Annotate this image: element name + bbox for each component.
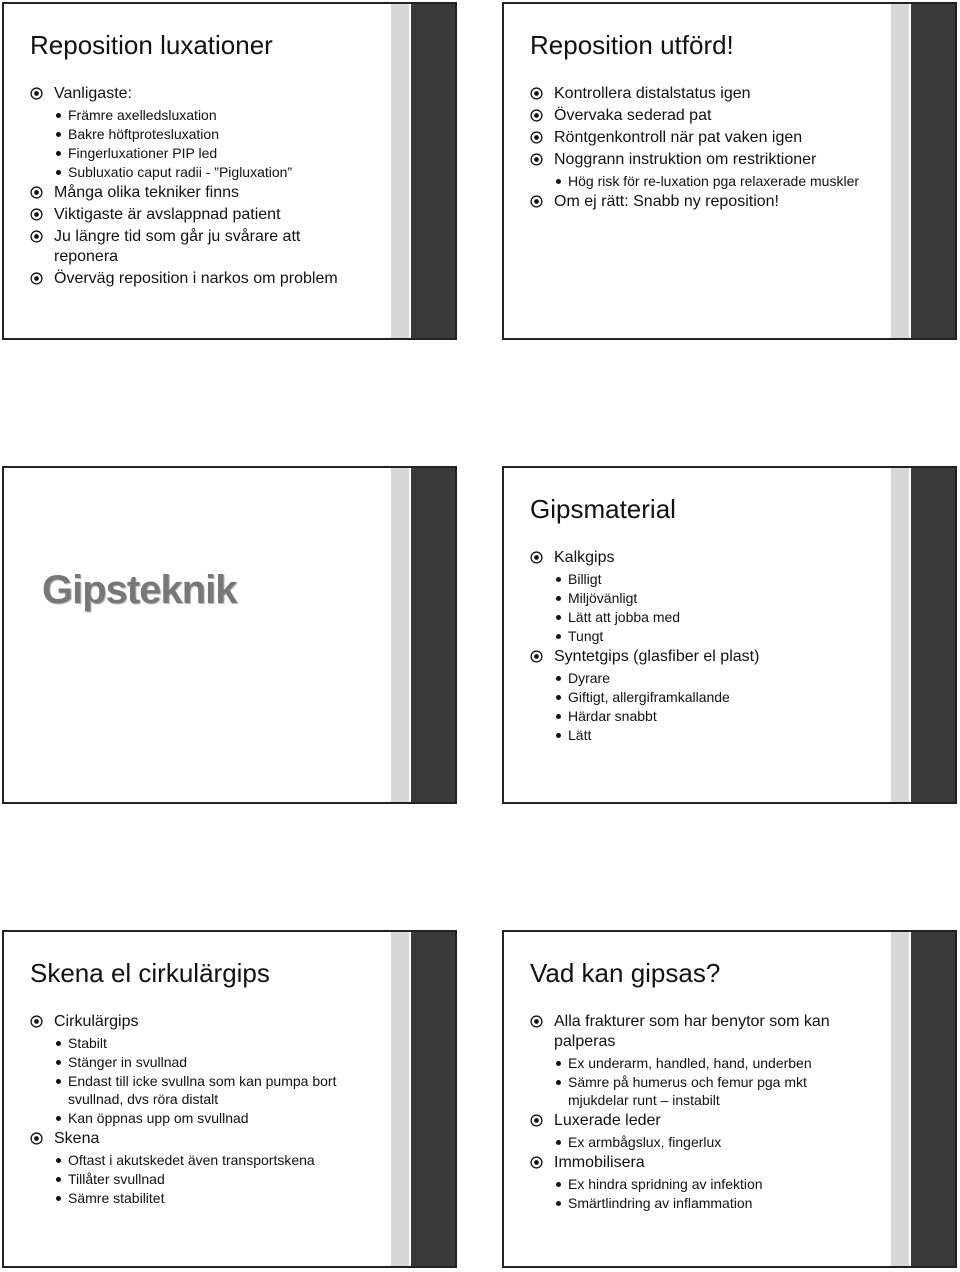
slide-content (30, 1010, 365, 1208)
sub-bullet-item (530, 608, 865, 626)
bullet-text: Många olika tekniker finns (54, 184, 239, 201)
dot-bullet-icon (556, 577, 561, 582)
bullet-item (530, 192, 865, 212)
sub-bullet-text: Miljövänligt (568, 590, 638, 606)
sub-bullet-item (530, 570, 865, 588)
slide-reposition-luxationer (2, 2, 457, 340)
dot-bullet-icon (56, 132, 61, 137)
dot-bullet-icon (56, 1196, 61, 1201)
dot-bullet-icon (556, 1061, 561, 1066)
sub-bullet-item (530, 172, 865, 190)
sub-bullet-item (30, 163, 365, 181)
dot-bullet-icon (556, 714, 561, 719)
sub-bullet-item (530, 707, 865, 725)
sub-bullet-text: Dyrare (568, 670, 611, 686)
sub-bullet-item (530, 688, 865, 706)
dot-bullet-icon (556, 1201, 561, 1206)
slide-content (530, 546, 865, 745)
slide-decoration (385, 468, 455, 802)
sub-bullet-text: Stänger in svullnad (68, 1054, 188, 1070)
dot-bullet-icon (556, 1140, 561, 1145)
bullet-item (30, 269, 365, 289)
target-bullet-icon (30, 272, 43, 285)
target-bullet-icon (30, 230, 43, 243)
sub-bullet-item (30, 1072, 365, 1108)
slide-title: Gipsmaterial (530, 494, 676, 524)
sub-bullet-text: Lätt (568, 727, 592, 743)
bullet-text: Cirkulärgips (54, 1013, 139, 1030)
sub-bullet-item (30, 1053, 365, 1071)
bullet-item (530, 647, 865, 667)
bullet-item (530, 106, 865, 126)
target-bullet-icon (530, 650, 543, 663)
sub-bullet-text: Oftast i akutskedet även transportskena (68, 1152, 315, 1168)
dot-bullet-icon (56, 1060, 61, 1065)
bullet-item (30, 1129, 365, 1149)
target-bullet-icon (530, 551, 543, 564)
bullet-item (30, 84, 365, 104)
bullet-text: Viktigaste är avslappnad patient (54, 206, 281, 223)
target-bullet-icon (530, 1015, 543, 1028)
sub-bullet-text: Hög risk för re-luxation pga relaxerade muskler (568, 173, 860, 189)
sub-bullet-item (30, 1151, 365, 1169)
slide-title: Skena el cirkulärgips (30, 958, 270, 988)
sub-bullet-text: Lätt att jobba med (568, 609, 681, 625)
bullet-text: Noggrann instruktion om restriktioner (554, 151, 817, 168)
slide-vad-kan-gipsas (502, 930, 957, 1268)
bullet-text: Kalkgips (554, 549, 615, 566)
bullet-text: Röntgenkontroll när pat vaken igen (554, 129, 803, 146)
sub-bullet-item (30, 144, 365, 162)
slide-title: Reposition luxationer (30, 30, 273, 60)
sub-bullet-text: Ex armbågslux, fingerlux (568, 1134, 722, 1150)
sub-bullet-item (530, 1054, 865, 1072)
dot-bullet-icon (556, 1080, 561, 1085)
sub-bullet-text: Kan öppnas upp om svullnad (68, 1110, 249, 1126)
sub-bullet-item (30, 1189, 365, 1207)
dot-bullet-icon (56, 113, 61, 118)
dot-bullet-icon (556, 676, 561, 681)
slide-decoration (885, 4, 955, 338)
bullet-item (530, 150, 865, 170)
slide-title: Reposition utförd! (530, 30, 734, 60)
slide-gipsmaterial (502, 466, 957, 804)
sub-bullet-text: Subluxatio caput radii - ”Pigluxation” (68, 164, 293, 180)
slide-decoration (885, 468, 955, 802)
sub-bullet-item (30, 1170, 365, 1188)
target-bullet-icon (530, 109, 543, 122)
sub-bullet-text: Stabilt (68, 1035, 107, 1051)
sub-bullet-item (530, 726, 865, 744)
bullet-item (530, 1111, 865, 1131)
sub-bullet-item (30, 1034, 365, 1052)
bullet-text: Vanligaste: (54, 85, 132, 102)
bullet-item (530, 1012, 865, 1052)
dot-bullet-icon (556, 733, 561, 738)
bullet-text: Om ej rätt: Snabb ny reposition! (554, 193, 779, 210)
dot-bullet-icon (56, 1177, 61, 1182)
bullet-text: Kontrollera distalstatus igen (554, 85, 751, 102)
section-title: Gipsteknik (42, 568, 237, 612)
bullet-text: Överväg reposition i narkos om problem (54, 270, 338, 287)
dot-bullet-icon (56, 1041, 61, 1046)
bullet-text: Ju längre tid som går ju svårare att reponera (54, 228, 301, 265)
bullet-item (30, 205, 365, 225)
bullet-item (530, 128, 865, 148)
sub-bullet-text: Ex hindra spridning av infektion (568, 1176, 763, 1192)
dot-bullet-icon (556, 615, 561, 620)
slide-title: Vad kan gipsas? (530, 958, 721, 988)
sub-bullet-text: Smärtlindring av inflammation (568, 1195, 753, 1211)
sub-bullet-item (30, 106, 365, 124)
sub-bullet-text: Bakre höftprotesluxation (68, 126, 219, 142)
target-bullet-icon (530, 195, 543, 208)
sub-bullet-text: Tungt (568, 628, 604, 644)
sub-bullet-text: Sämre stabilitet (68, 1190, 165, 1206)
slide-content (530, 1010, 865, 1213)
sub-bullet-item (30, 1109, 365, 1127)
bullet-item (30, 1012, 365, 1032)
dot-bullet-icon (556, 179, 561, 184)
target-bullet-icon (530, 1156, 543, 1169)
sub-bullet-item (30, 125, 365, 143)
bullet-item (530, 548, 865, 568)
target-bullet-icon (530, 87, 543, 100)
slide-skena-cirkulargips (2, 930, 457, 1268)
sub-bullet-text: Fingerluxationer PIP led (68, 145, 218, 161)
sub-bullet-item (530, 1175, 865, 1193)
dot-bullet-icon (556, 596, 561, 601)
sub-bullet-item (530, 589, 865, 607)
dot-bullet-icon (56, 151, 61, 156)
dot-bullet-icon (56, 1116, 61, 1121)
target-bullet-icon (30, 1132, 43, 1145)
sub-bullet-text: Ex underarm, handled, hand, underben (568, 1055, 812, 1071)
bullet-text: Syntetgips (glasfiber el plast) (554, 648, 760, 665)
sub-bullet-text: Främre axelledsluxation (68, 107, 217, 123)
sub-bullet-item (530, 1073, 865, 1109)
dot-bullet-icon (56, 170, 61, 175)
bullet-item (530, 84, 865, 104)
bullet-item (30, 183, 365, 203)
sub-bullet-item (530, 627, 865, 645)
sub-bullet-text: Härdar snabbt (568, 708, 657, 724)
target-bullet-icon (30, 186, 43, 199)
bullet-item (530, 1153, 865, 1173)
bullet-text: Immobilisera (554, 1154, 645, 1171)
sub-bullet-text: Sämre på humerus och femur pga mkt mjukdelar runt – instabilt (568, 1074, 807, 1108)
dot-bullet-icon (56, 1079, 61, 1084)
target-bullet-icon (30, 87, 43, 100)
target-bullet-icon (30, 1015, 43, 1028)
bullet-text: Övervaka sederad pat (554, 107, 712, 124)
sub-bullet-item (530, 1194, 865, 1212)
slide-content (530, 82, 865, 214)
target-bullet-icon (530, 153, 543, 166)
bullet-text: Luxerade leder (554, 1112, 661, 1129)
sub-bullet-text: Giftigt, allergiframkallande (568, 689, 730, 705)
slide-decoration (385, 4, 455, 338)
slide-decoration (885, 932, 955, 1266)
dot-bullet-icon (56, 1158, 61, 1163)
sub-bullet-text: Tillåter svullnad (68, 1171, 165, 1187)
bullet-item (30, 227, 365, 267)
sub-bullet-text: Endast till icke svullna som kan pumpa bort svullnad, dvs röra distalt (68, 1073, 337, 1107)
dot-bullet-icon (556, 634, 561, 639)
slide-decoration (385, 932, 455, 1266)
sub-bullet-item (530, 669, 865, 687)
target-bullet-icon (30, 208, 43, 221)
slide-content (30, 82, 365, 291)
sub-bullet-text: Billigt (568, 571, 602, 587)
target-bullet-icon (530, 131, 543, 144)
target-bullet-icon (530, 1114, 543, 1127)
slide-gipsteknik (2, 466, 457, 804)
slide-reposition-utford (502, 2, 957, 340)
bullet-text: Skena (54, 1130, 100, 1147)
bullet-text: Alla frakturer som har benytor som kan palperas (554, 1013, 830, 1050)
dot-bullet-icon (556, 695, 561, 700)
sub-bullet-item (530, 1133, 865, 1151)
dot-bullet-icon (556, 1182, 561, 1187)
